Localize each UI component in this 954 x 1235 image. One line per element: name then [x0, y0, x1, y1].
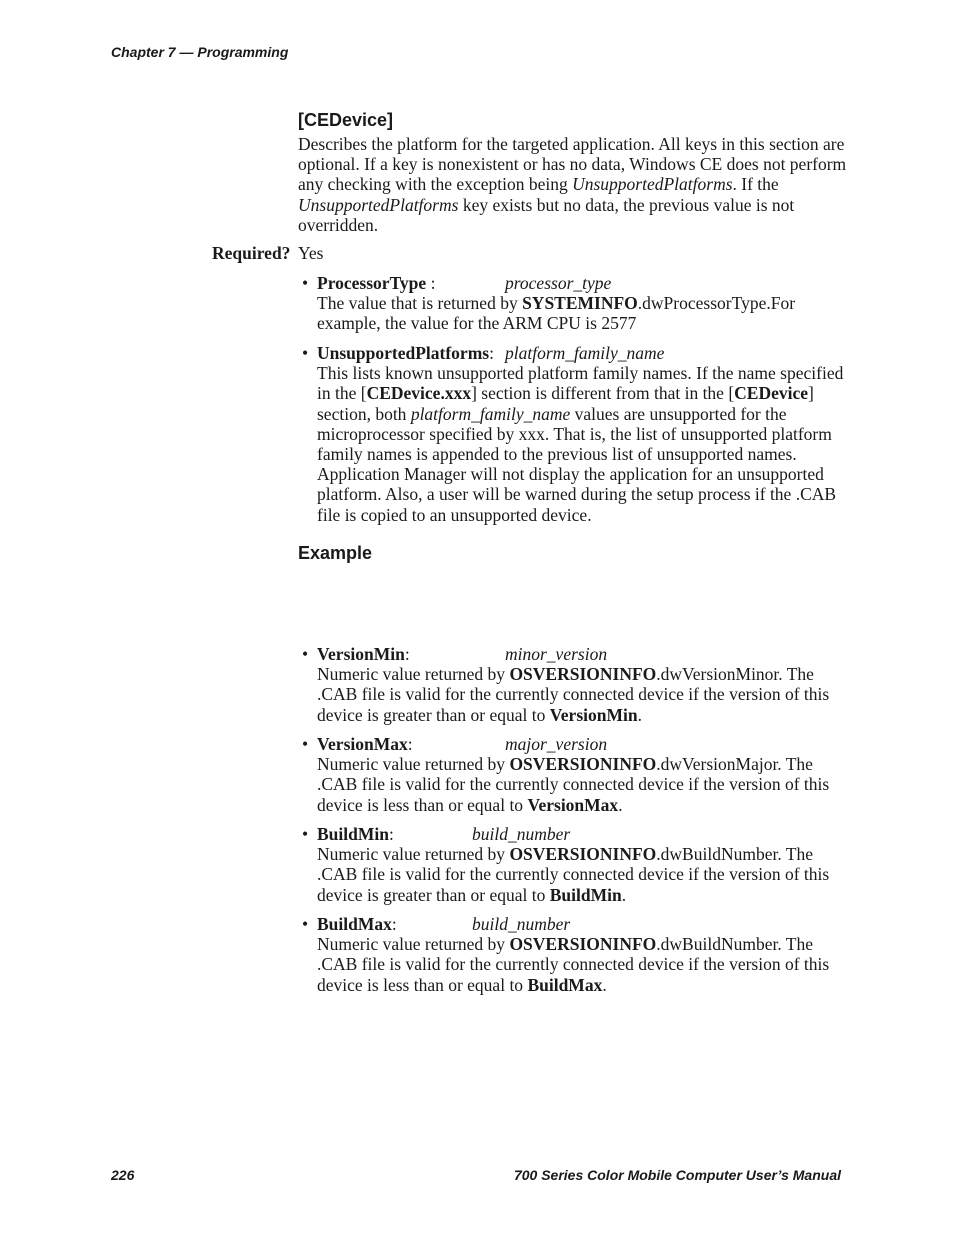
section-title: [CEDevice] [298, 110, 394, 130]
bullet-glyph: • [302, 273, 309, 293]
list-item-unsupported-platforms: • UnsupportedPlatforms: platform_family_name This lists known unsupported platform family names. If the name specified in the [CEDevice.xxx] section is different from that in the [CEDevice] section, both platform_family_name values are unsupported for the microprocessor specified by xxx. That is, the list of unsupported platform family names is appended to the previous list of unsupported names. Application Manager will not display the application for an unsupported platform. Also, a user will be warned during the setup process if the .CAB file is copied to an unsupported device. [302, 343, 848, 525]
description: Numeric value returned by OSVERSIONINFO.dwVersionMinor. The .CAB file is valid for the currently connected device if the version of this device is greater than or equal to VersionMin. [317, 664, 830, 725]
list-item-version-max: • VersionMax: major_version Numeric value returned by OSVERSIONINFO.dwVersionMajor. The .CAB file is valid for the currently connected device if the version of this device is less than or equal to VersionMax. [302, 734, 848, 815]
running-head: Chapter 7 — Programming [111, 44, 289, 60]
bullet-glyph: • [302, 734, 309, 754]
bullet-glyph: • [302, 914, 309, 934]
example-heading: Example [298, 543, 373, 563]
parameter: minor_version [505, 644, 608, 664]
bullet-glyph: • [302, 824, 309, 844]
description: Numeric value returned by OSVERSIONINFO.dwBuildNumber. The .CAB file is valid for the currently connected device if the version of this device is less than or equal to BuildMax. [317, 934, 830, 995]
list-item-build-min: • BuildMin: build_number Numeric value returned by OSVERSIONINFO.dwBuildNumber. The .CAB file is valid for the currently connected device if the version of this device is greater than or equal to BuildMin. [302, 824, 848, 905]
required-value: Yes [298, 243, 324, 263]
list-item-version-min: • VersionMin: minor_version Numeric value returned by OSVERSIONINFO.dwVersionMinor. The .CAB file is valid for the currently connected device if the version of this device is greater than or equal to VersionMin. [302, 644, 848, 725]
description: Numeric value returned by OSVERSIONINFO.dwBuildNumber. The .CAB file is valid for the currently connected device if the version of this device is greater than or equal to BuildMin. [317, 844, 830, 905]
list-item-processor-type: • ProcessorType : processor_type The value that is returned by SYSTEMINFO.dwProcessorType.For example, the value for the ARM CPU is 2577 [302, 273, 848, 334]
page-number: 226 [111, 1167, 135, 1183]
bullet-glyph: • [302, 644, 309, 664]
term: ProcessorType [317, 273, 427, 293]
description: Numeric value returned by OSVERSIONINFO.dwVersionMajor. The .CAB file is valid for the currently connected device if the version of this device is less than or equal to VersionMax. [317, 754, 830, 815]
bullet-glyph: • [302, 343, 309, 363]
parameter: build_number [472, 914, 571, 934]
term: VersionMin [317, 644, 405, 664]
term: UnsupportedPlatforms [317, 343, 490, 363]
term: BuildMax [317, 914, 392, 934]
term: BuildMin [317, 824, 389, 844]
required-label: Required? [212, 243, 291, 263]
section-intro: Describes the platform for the targeted application. All keys in this section are optional. If a key is nonexistent or has no data, Windows CE does not perform any checking with the exception being UnsupportedPlatforms. If the UnsupportedPlatforms key exists but no data, the previous value is not overridden. [298, 134, 847, 235]
parameter: processor_type [505, 273, 612, 293]
description: This lists known unsupported platform family names. If the name specified in the [CEDevice.xxx] section is different from that in the [CEDevice] section, both platform_family_name values are unsupported for the microprocessor specified by xxx. That is, the list of unsupported platform family names is appended to the previous list of unsupported names. Application Manager will not display the application for an unsupported platform. Also, a user will be warned during the setup process if the .CAB file is copied to an unsupported device. [317, 363, 844, 525]
parameter: platform_family_name [505, 343, 665, 363]
list-item-build-max: • BuildMax: build_number Numeric value returned by OSVERSIONINFO.dwBuildNumber. The .CAB file is valid for the currently connected device if the version of this device is less than or equal to BuildMax. [302, 914, 848, 995]
parameter: major_version [505, 734, 608, 754]
description: The value that is returned by SYSTEMINFO.dwProcessorType.For example, the value for the ARM CPU is 2577 [317, 293, 796, 334]
manual-title: 700 Series Color Mobile Computer User’s Manual [513, 1167, 841, 1183]
term: VersionMax [317, 734, 408, 754]
parameter: build_number [472, 824, 571, 844]
